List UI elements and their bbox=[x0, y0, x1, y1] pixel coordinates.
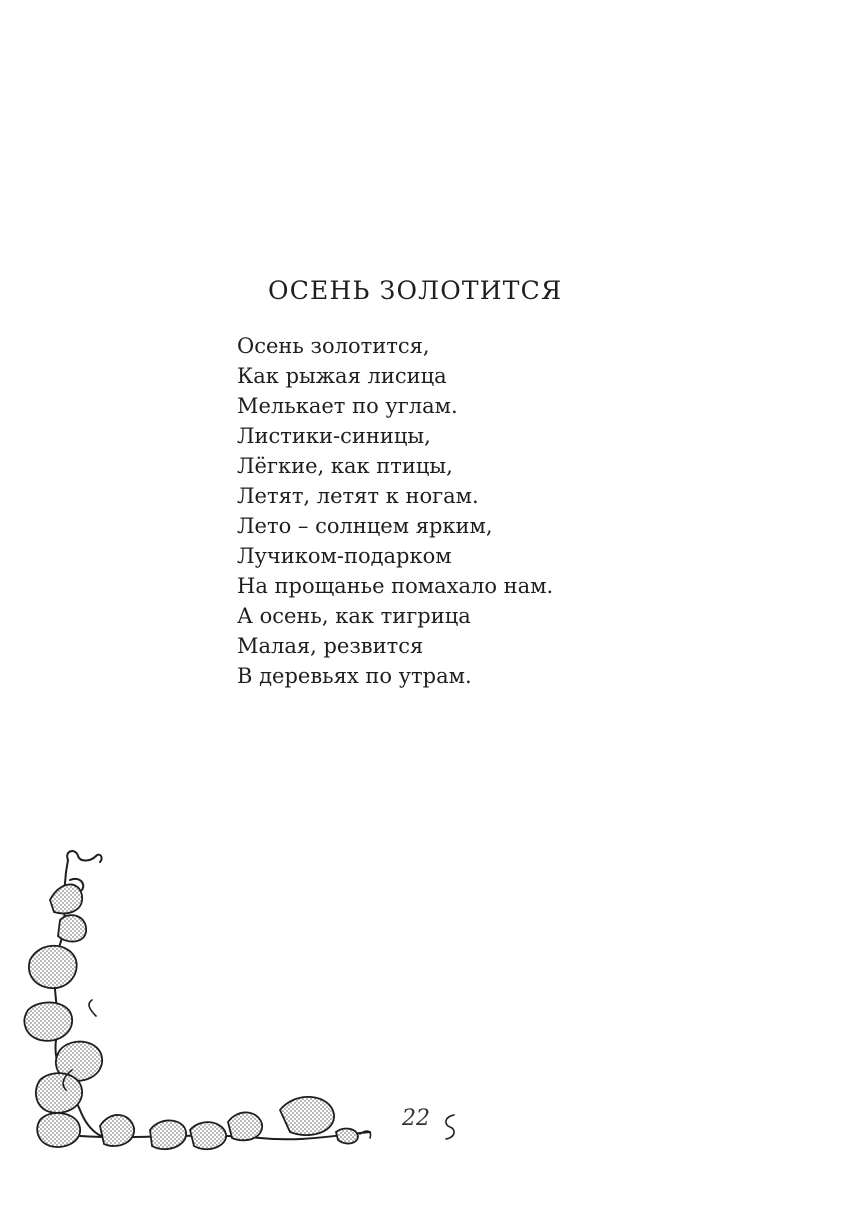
poem-line: А осень, как тигрица bbox=[237, 604, 471, 628]
poem-line: Лучиком-подарком bbox=[237, 544, 452, 568]
poem-line: В деревьях по утрам. bbox=[237, 664, 472, 688]
poem-line: На прощанье помахало нам. bbox=[237, 574, 554, 598]
poem-line: Летят, летят к ногам. bbox=[237, 484, 479, 508]
poem-line: Как рыжая лисица bbox=[237, 364, 447, 388]
poem-line: Малая, резвится bbox=[237, 634, 424, 658]
poem-line: Осень золотится, bbox=[237, 334, 430, 358]
poem-line: Листики-синицы, bbox=[237, 424, 431, 448]
page-number-flourish-icon bbox=[440, 1112, 460, 1142]
poem-title: ОСЕНЬ ЗОЛОТИТСЯ bbox=[268, 276, 563, 305]
poem-line: Мелькает по углам. bbox=[237, 394, 458, 418]
page-number: 22 bbox=[402, 1106, 430, 1131]
poem-line: Лето – солнцем ярким, bbox=[237, 514, 493, 538]
poem-body bbox=[237, 331, 657, 691]
poem-line: Лёгкие, как птицы, bbox=[237, 454, 453, 478]
